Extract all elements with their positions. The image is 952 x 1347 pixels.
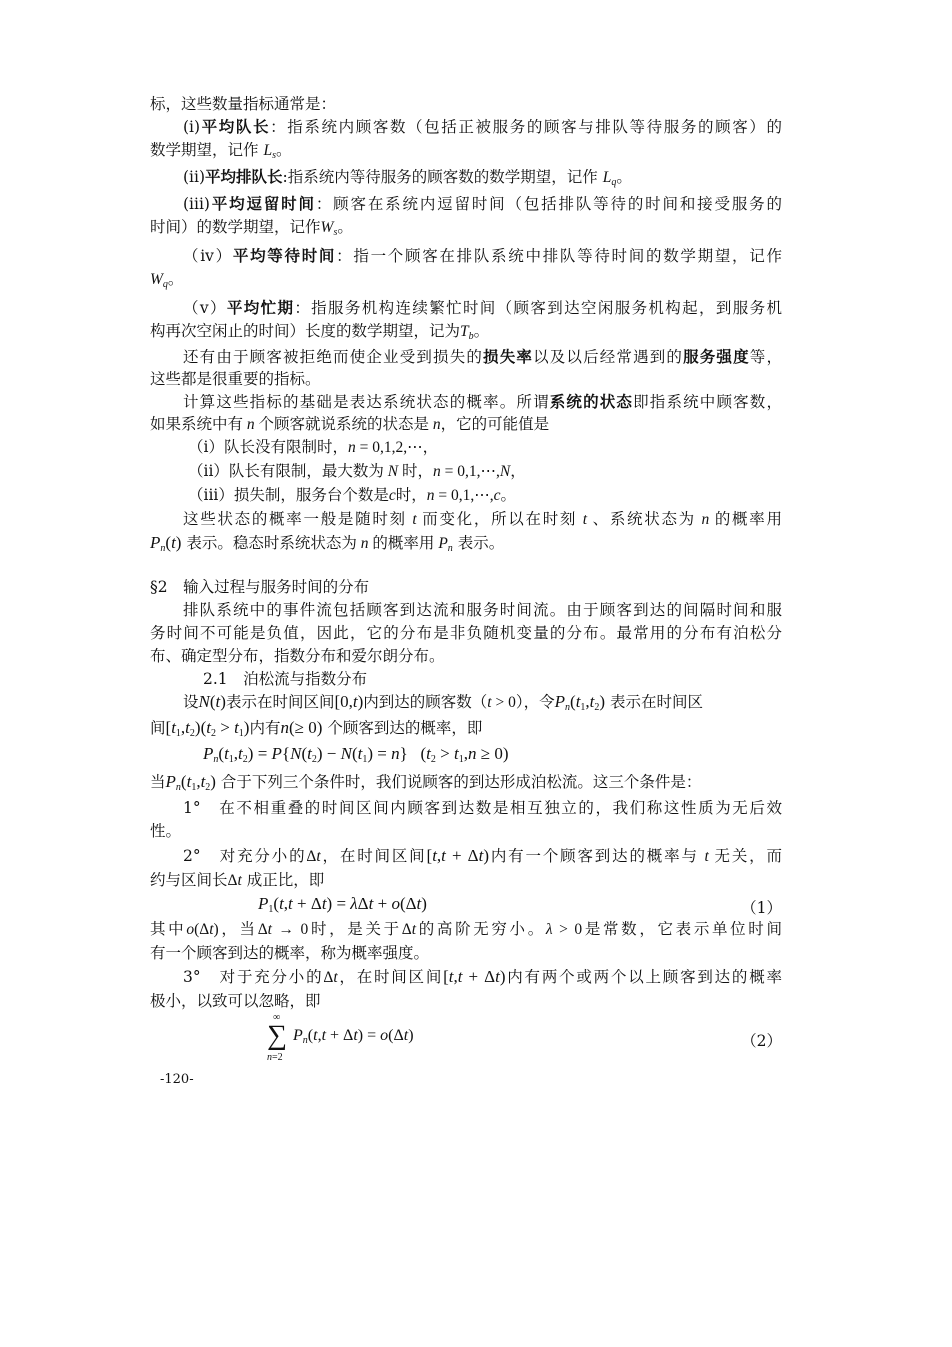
text-line: 设N(t)表示在时间区间[0,t)内到达的顾客数（t > 0），令$P_n(t_1,t_2)$ 表示在时间区 (183, 692, 704, 713)
text-line: （iii）损失制，服务台个数是c时，n = 0,1,⋯,c。 (188, 486, 517, 504)
equation: $P_n(t_1,t_2) = P\{N(t_2) - N(t_1) = n\} (t_2 > t_1,n \ge 0)$ (203, 744, 509, 765)
text-line: $W_q$。 (150, 270, 184, 290)
text-line: 1° 在不相重叠的时间区间内顾客到达数是相互独立的，我们称这性质为无后效 (183, 799, 782, 817)
text-line: 还有由于顾客被拒绝而使企业受到损失的损失率以及以后经常遇到的服务强度等， (183, 347, 782, 366)
text-line: （v）平均忙期：指服务机构连续繁忙时间（顾客到达空闲服务机构起，到服务机 (183, 298, 782, 317)
text-line: 约与区间长Δt 成正比，即 (150, 871, 325, 889)
text-line: （iv）平均等待时间：指一个顾客在排队系统中排队等待时间的数学期望，记作 (183, 246, 782, 265)
text-line: 有一个顾客到达的概率，称为概率强度。 (150, 944, 430, 962)
equation-number: （1） (741, 899, 782, 917)
equation-1: $P_1(t,t + \Delta t) = \lambda\Delta t + o(\Delta t)$ (258, 894, 427, 915)
text-line: 标，这些数量指标通常是： (150, 95, 337, 113)
text-line: 3° 对于充分小的Δt，在时间区间[t,t + Δt)内有两个或两个以上顾客到达的概率 (183, 967, 782, 986)
text-line: 间$[t_1,t_2)(t_2 > t_1)$内有n(≥ 0) 个顾客到达的概率，即 (150, 718, 483, 739)
text-line: 计算这些指标的基础是表达系统状态的概率。所谓系统的状态即指系统中顾客数， (183, 392, 782, 411)
text-line: 性。 (150, 822, 182, 840)
equation-2: ∞ ∑ n=2 $P_n(t,t + \Delta t) = o(\Delta t)$ (267, 1012, 414, 1063)
text-line: 这些状态的概率一般是随时刻 t 而变化，所以在时刻 t 、系统状态为 n 的概率用 (183, 510, 782, 528)
section-heading: §2 输入过程与服务时间的分布 (150, 578, 370, 596)
text-line: 排队系统中的事件流包括顾客到达流和服务时间流。由于顾客到达的间隔时间和服 (183, 601, 782, 619)
subsection-heading: 2.1 泊松流与指数分布 (203, 670, 368, 688)
text-line: 这些都是很重要的指标。 (150, 370, 321, 388)
text-line: (iii)平均逗留时间：顾客在系统内逗留时间（包括排队等待的时间和接受服务的 (183, 194, 782, 213)
text-line: （ii）队长有限制，最大数为 N 时，n = 0,1,⋯,N， (188, 462, 526, 480)
text-line: 其中o(Δt)，当Δt → 0时，是关于Δt的高阶无穷小。λ > 0是常数，它表示单位时间 (150, 920, 782, 938)
text-line: （i）队长没有限制时，n = 0,1,2,⋯， (188, 438, 439, 456)
text-line: 当$P_n(t_1,t_2)$ 合于下列三个条件时，我们说顾客的到达形成泊松流。这三个条件是： (150, 772, 702, 793)
text-line: 极小，以致可以忽略，即 (150, 992, 321, 1010)
text-line: $P_n(t)$ 表示。稳态时系统状态为 n 的概率用 $P_n$ 表示。 (150, 533, 505, 554)
text-line: 数学期望，记作 $L_s$。 (150, 141, 292, 161)
equation-number: （2） (741, 1032, 782, 1050)
text-line: 如果系统中有 n 个顾客就说系统的状态是 n，它的可能值是 (150, 415, 550, 433)
text-line: 时间）的数学期望，记作$W_s$。 (150, 218, 353, 238)
text-line: (ii)平均排队长:指系统内等待服务的顾客数的数学期望，记作 $L_q$。 (183, 167, 632, 188)
page-number: -120- (160, 1072, 194, 1087)
text-line: (i)平均队长：指系统内顾客数（包括正被服务的顾客与排队等待服务的顾客）的 (183, 117, 782, 136)
text-line: 构再次空闲止的时间）长度的数学期望，记为$T_b$。 (150, 322, 490, 342)
text-line: 务时间不可能是负值，因此，它的分布是非负随机变量的分布。最常用的分布有泊松分 (150, 624, 782, 642)
text-line: 布、确定型分布，指数分布和爱尔朗分布。 (150, 647, 445, 665)
text-line: 2° 对充分小的Δt，在时间区间[t,t + Δt)内有一个顾客到达的概率与 t 无关，而 (183, 846, 782, 865)
